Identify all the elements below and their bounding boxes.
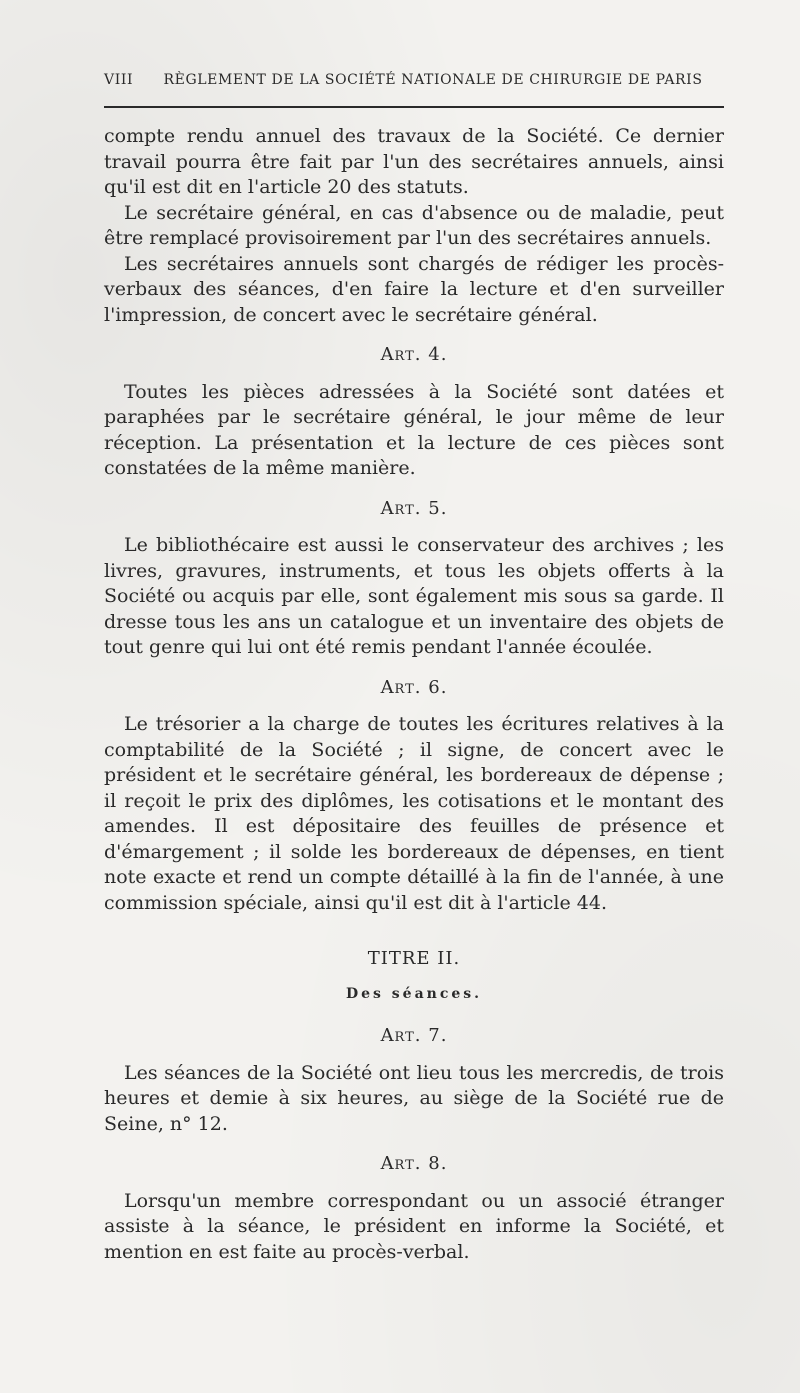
- page-body: [104, 124, 724, 1265]
- paragraph: Toutes les pièces adressées à la Société sont datées et paraphées par le secrétaire général, le jour même de leur réception. La présentation et la lecture de ces pièces sont constatées de la même manière.: [104, 380, 724, 479]
- paragraph-continued: compte rendu annuel des travaux de la Société. Ce dernier travail pourra être fait par l'un des secrétaires annuels, ainsi qu'il est dit en l'article 20 des statuts.: [104, 125, 724, 198]
- page-folio: VIII: [104, 72, 134, 88]
- article-heading: Art. 6.: [380, 676, 448, 698]
- running-title: RÈGLEMENT DE LA SOCIÉTÉ NATIONALE DE CHIRURGIE DE PARIS: [163, 72, 703, 88]
- section-subtitle: Des séances.: [345, 985, 483, 1002]
- running-head: [104, 72, 724, 88]
- article-heading: Art. 8.: [380, 1153, 448, 1174]
- paragraph: Le secrétaire général, en cas d'absence ou de maladie, peut être remplacé provisoirement par l'un des secrétaires annuels.: [104, 201, 724, 249]
- article-heading: Art. 5.: [380, 497, 448, 519]
- paragraph: Le bibliothécaire est aussi le conservateur des archives ; les livres, gravures, instruments, et tous les objets offerts à la Société ou acquis par elle, sont également mis sous sa garde. Il dresse tous les ans un catalogue et un inventaire des objets de tout genre qui lui ont été remis pendant l'année écoulée.: [104, 534, 724, 658]
- paragraph: Lorsqu'un membre correspondant ou un associé étranger assiste à la séance, le président en informe la Société, et mention en est faite au procès-verbal.: [104, 1189, 724, 1263]
- article-heading: Art. 4.: [380, 344, 448, 365]
- section-title: TITRE II.: [367, 948, 461, 969]
- paragraph: Le trésorier a la charge de toutes les écritures relatives à la comptabilité de la Société ; il signe, de concert avec le président et le secrétaire général, les bordereaux de dépense ; il reçoit le prix des diplômes, les cotisations et le montant des amendes. Il est dépositaire des feuilles de présence et d'émargement ; il solde les bordereaux de dépenses, en tient note exacte et rend un compte détaillé à la fin de l'année, à une commission spéciale, ainsi qu'il est dit à l'article 44.: [104, 713, 724, 914]
- header-rule: [104, 106, 724, 108]
- article-heading: Art. 7.: [380, 1025, 448, 1046]
- paragraph: Les séances de la Société ont lieu tous les mercredis, de trois heures et demie à six heures, au siège de la Société rue de Seine, n° 12.: [104, 1061, 724, 1135]
- paragraph: Les secrétaires annuels sont chargés de rédiger les procès-verbaux des séances, d'en faire la lecture et d'en surveiller l'impression, de concert avec le secrétaire général.: [104, 252, 724, 326]
